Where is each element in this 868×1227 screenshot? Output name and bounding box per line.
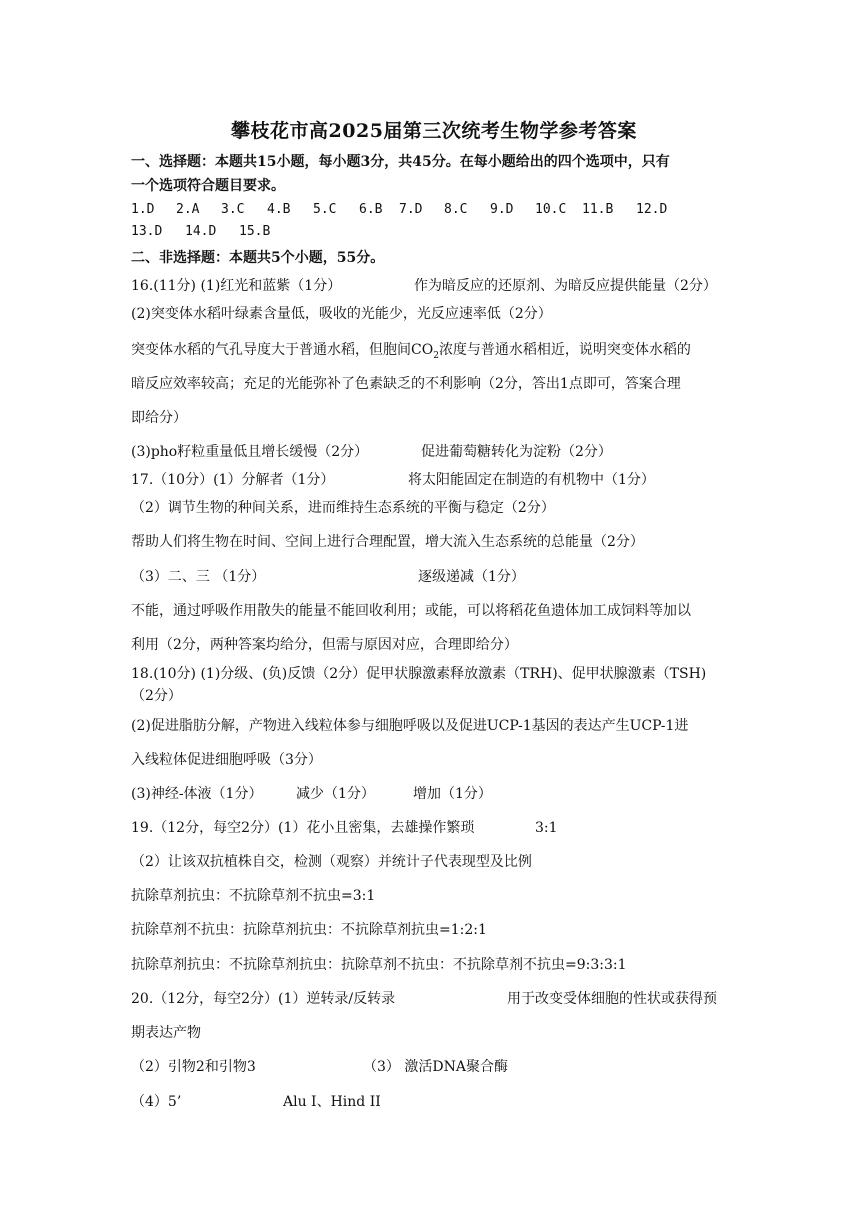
q16-line-5: 即给分） bbox=[131, 410, 187, 426]
answer-item: 9.D bbox=[490, 202, 514, 217]
q17-line-4 bbox=[131, 567, 631, 587]
answer-item: 13.D bbox=[131, 224, 163, 239]
q17-part3-answer: （3）二、三 （1分） bbox=[131, 569, 266, 585]
q17-line-5: 不能，通过呼吸作用散失的能量不能回收利用；或能，可以将稻花鱼遗体加工成饲料等加以 bbox=[131, 603, 691, 619]
answer-item: 2.A bbox=[176, 202, 200, 217]
q16-part3-answer: (3)pho籽粒重量低且增长缓慢（2分） bbox=[131, 444, 369, 460]
answer-item: 14.D bbox=[185, 224, 217, 239]
answer-item: 15.B bbox=[239, 224, 271, 239]
q17-line-3: 帮助人们将生物在时间、空间上进行合理配置，增大流入生态系统的总能量（2分） bbox=[131, 534, 644, 550]
q17-part1-answer: 17.（10分）(1）分解者（1分） bbox=[131, 472, 335, 488]
q16-line-1 bbox=[131, 276, 741, 296]
q20-line-4 bbox=[131, 1092, 531, 1112]
q16-part3-answer-2: 促进葡萄糖转化为淀粉（2分） bbox=[421, 444, 612, 460]
answer-row-2 bbox=[131, 222, 431, 242]
q18-line-4: 入线粒体促进细胞呼吸（3分） bbox=[131, 752, 322, 768]
section2-heading: 二、非选择题：本题共5个小题，55分。 bbox=[131, 250, 385, 266]
q16-part1-answer-2: 作为暗反应的还原剂、为暗反应提供能量（2分） bbox=[414, 278, 717, 294]
answer-item: 6.B bbox=[359, 202, 383, 217]
answer-row-1 bbox=[131, 200, 731, 220]
q19-line-1 bbox=[131, 818, 631, 838]
q19-line-2: （2）让该双抗植株自交，检测（观察）并统计子代表现型及比例 bbox=[131, 854, 532, 870]
q17-line-6: 利用（2分，两种答案均给分，但需与原因对应，合理即给分） bbox=[131, 637, 518, 653]
q16-part1-answer: 16.(11分) (1)红光和蓝紫（1分） bbox=[131, 278, 342, 294]
q18-part3-answer-3: 增加（1分） bbox=[413, 786, 492, 802]
q19-part1-answer: 19.（12分，每空2分）(1）花小且密集，去雄操作繁琐 bbox=[131, 820, 475, 836]
section1-heading-line1: 一、选择题：本题共15小题，每小题3分，共45分。在每小题给出的四个选项中，只有 bbox=[131, 154, 670, 170]
page-title: 攀枝花市高2025届第三次统考生物学参考答案 bbox=[231, 120, 637, 142]
q18-part3-answer-2: 减少（1分） bbox=[296, 786, 375, 802]
q18-line-2: （2分） bbox=[131, 688, 182, 704]
answer-item: 12.D bbox=[636, 202, 668, 217]
q18-line-5 bbox=[131, 784, 631, 804]
q18-line-1: 18.(10分) (1)分级、(负)反馈（2分）促甲状腺激素释放激素（TRH)、促甲状腺激素（TSH) bbox=[131, 666, 707, 682]
q20-part2-answer: （2）引物2和引物3 bbox=[131, 1059, 256, 1075]
q17-part3-answer-2: 逐级递减（1分） bbox=[418, 569, 525, 585]
q20-line-1 bbox=[131, 989, 741, 1009]
subscript: 2 bbox=[433, 350, 439, 361]
q20-line-3 bbox=[131, 1057, 631, 1077]
answer-item: 5.C bbox=[313, 202, 337, 217]
q17-part1-answer-2: 将太阳能固定在制造的有机物中（1分） bbox=[408, 472, 655, 488]
q16-line-3: 突变体水稻的气孔导度大于普通水稻，但胞间$CO_2$浓度与普通水稻相近，说明突变体水稻的 bbox=[131, 342, 691, 361]
q19-line-5: 抗除草剂抗虫：不抗除草剂抗虫：抗除草剂不抗虫：不抗除草剂不抗虫=9:3:3:1 bbox=[131, 957, 627, 973]
q18-line-3: (2)促进脂肪分解，产物进入线粒体参与细胞呼吸以及促进UCP-1基因的表达产生UCP-1进 bbox=[131, 718, 689, 734]
q19-ratio: 3:1 bbox=[535, 820, 558, 836]
q20-part1-answer-2: 用于改变受体细胞的性状或获得预 bbox=[507, 991, 717, 1007]
answer-item: 3.C bbox=[221, 202, 245, 217]
q20-part3-answer: （3） 激活DNA聚合酶 bbox=[363, 1059, 508, 1075]
answer-item: 11.B bbox=[582, 202, 614, 217]
q19-line-4: 抗除草剂不抗虫：抗除草剂抗虫：不抗除草剂抗虫=1:2:1 bbox=[131, 922, 487, 938]
answer-item: 7.D bbox=[399, 202, 423, 217]
q17-line-1 bbox=[131, 470, 731, 490]
answer-item: 8.C bbox=[444, 202, 468, 217]
q20-line-2: 期表达产物 bbox=[131, 1025, 201, 1041]
q19-line-3: 抗除草剂抗虫：不抗除草剂不抗虫=3:1 bbox=[131, 888, 376, 904]
q16-line-6 bbox=[131, 442, 731, 462]
q18-part3-answer-1: (3)神经-体液（1分） bbox=[131, 786, 263, 802]
q17-line-2: （2）调节生物的种间关系，进而维持生态系统的平衡与稳定（2分） bbox=[131, 500, 555, 516]
q20-part1-answer: 20.（12分，每空2分）(1）逆转录/反转录 bbox=[131, 991, 396, 1007]
q16-line-2: (2)突变体水稻叶绿素含量低，吸收的光能少，光反应速率低（2分） bbox=[131, 306, 552, 322]
q20-part4-answer: （4）5’ bbox=[131, 1094, 182, 1110]
answer-item: 1.D bbox=[131, 202, 155, 217]
q16-line-4: 暗反应效率较高；充足的光能弥补了色素缺乏的不利影响（2分，答出1点即可，答案合理 bbox=[131, 376, 681, 392]
answer-item: 10.C bbox=[535, 202, 567, 217]
section1-heading-line2: 一个选项符合题目要求。 bbox=[131, 178, 285, 194]
answer-item: 4.B bbox=[267, 202, 291, 217]
q20-part4-answer-2: Alu I、Hind II bbox=[283, 1094, 381, 1110]
